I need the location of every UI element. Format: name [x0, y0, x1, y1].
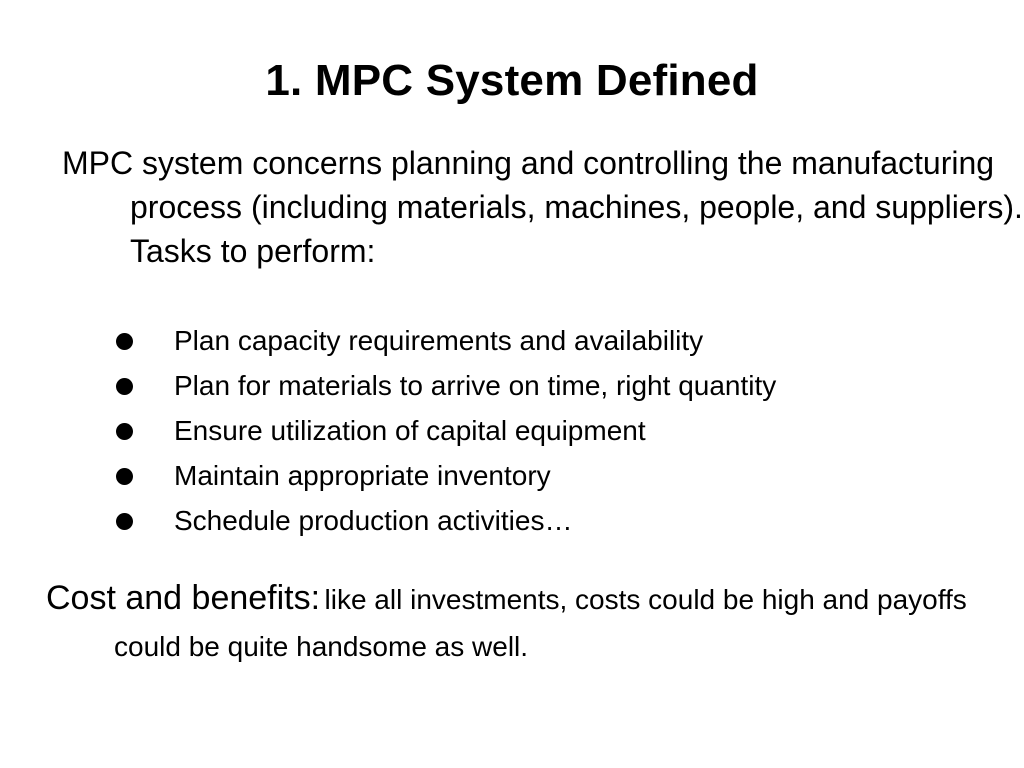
- task-bullet-text: Plan for materials to arrive on time, right quantity: [174, 370, 777, 401]
- cost-benefits-heading: Cost and benefits:: [46, 579, 321, 617]
- cost-benefits-paragraph: [46, 577, 994, 673]
- bullet-dot-icon: [116, 333, 133, 350]
- intro-paragraph: MPC system concerns planning and controlling the manufacturing process (including materials, machines, people, and suppliers). Tasks to perform:: [62, 145, 1023, 269]
- task-bullet-item: [0, 363, 1024, 408]
- slide-title: 1. MPC System Defined: [265, 56, 759, 105]
- task-bullet-item: [0, 408, 1024, 453]
- task-bullet-text: Plan capacity requirements and availability: [174, 325, 704, 356]
- task-bullet-text: Schedule production activities…: [174, 505, 573, 536]
- task-bullet-list: [0, 318, 1024, 543]
- task-bullet-text: Maintain appropriate inventory: [174, 460, 551, 491]
- task-bullet-item: [0, 453, 1024, 498]
- bullet-dot-icon: [116, 378, 133, 395]
- task-bullet-item: [0, 318, 1024, 363]
- bullet-dot-icon: [116, 468, 133, 485]
- bullet-dot-icon: [116, 513, 133, 530]
- cost-benefits-text: like all investments, costs could be high and payoffs could be quite handsome as well.: [114, 584, 967, 662]
- task-bullet-text: Ensure utilization of capital equipment: [174, 415, 646, 446]
- bullet-dot-icon: [116, 423, 133, 440]
- task-bullet-item: [0, 498, 1024, 543]
